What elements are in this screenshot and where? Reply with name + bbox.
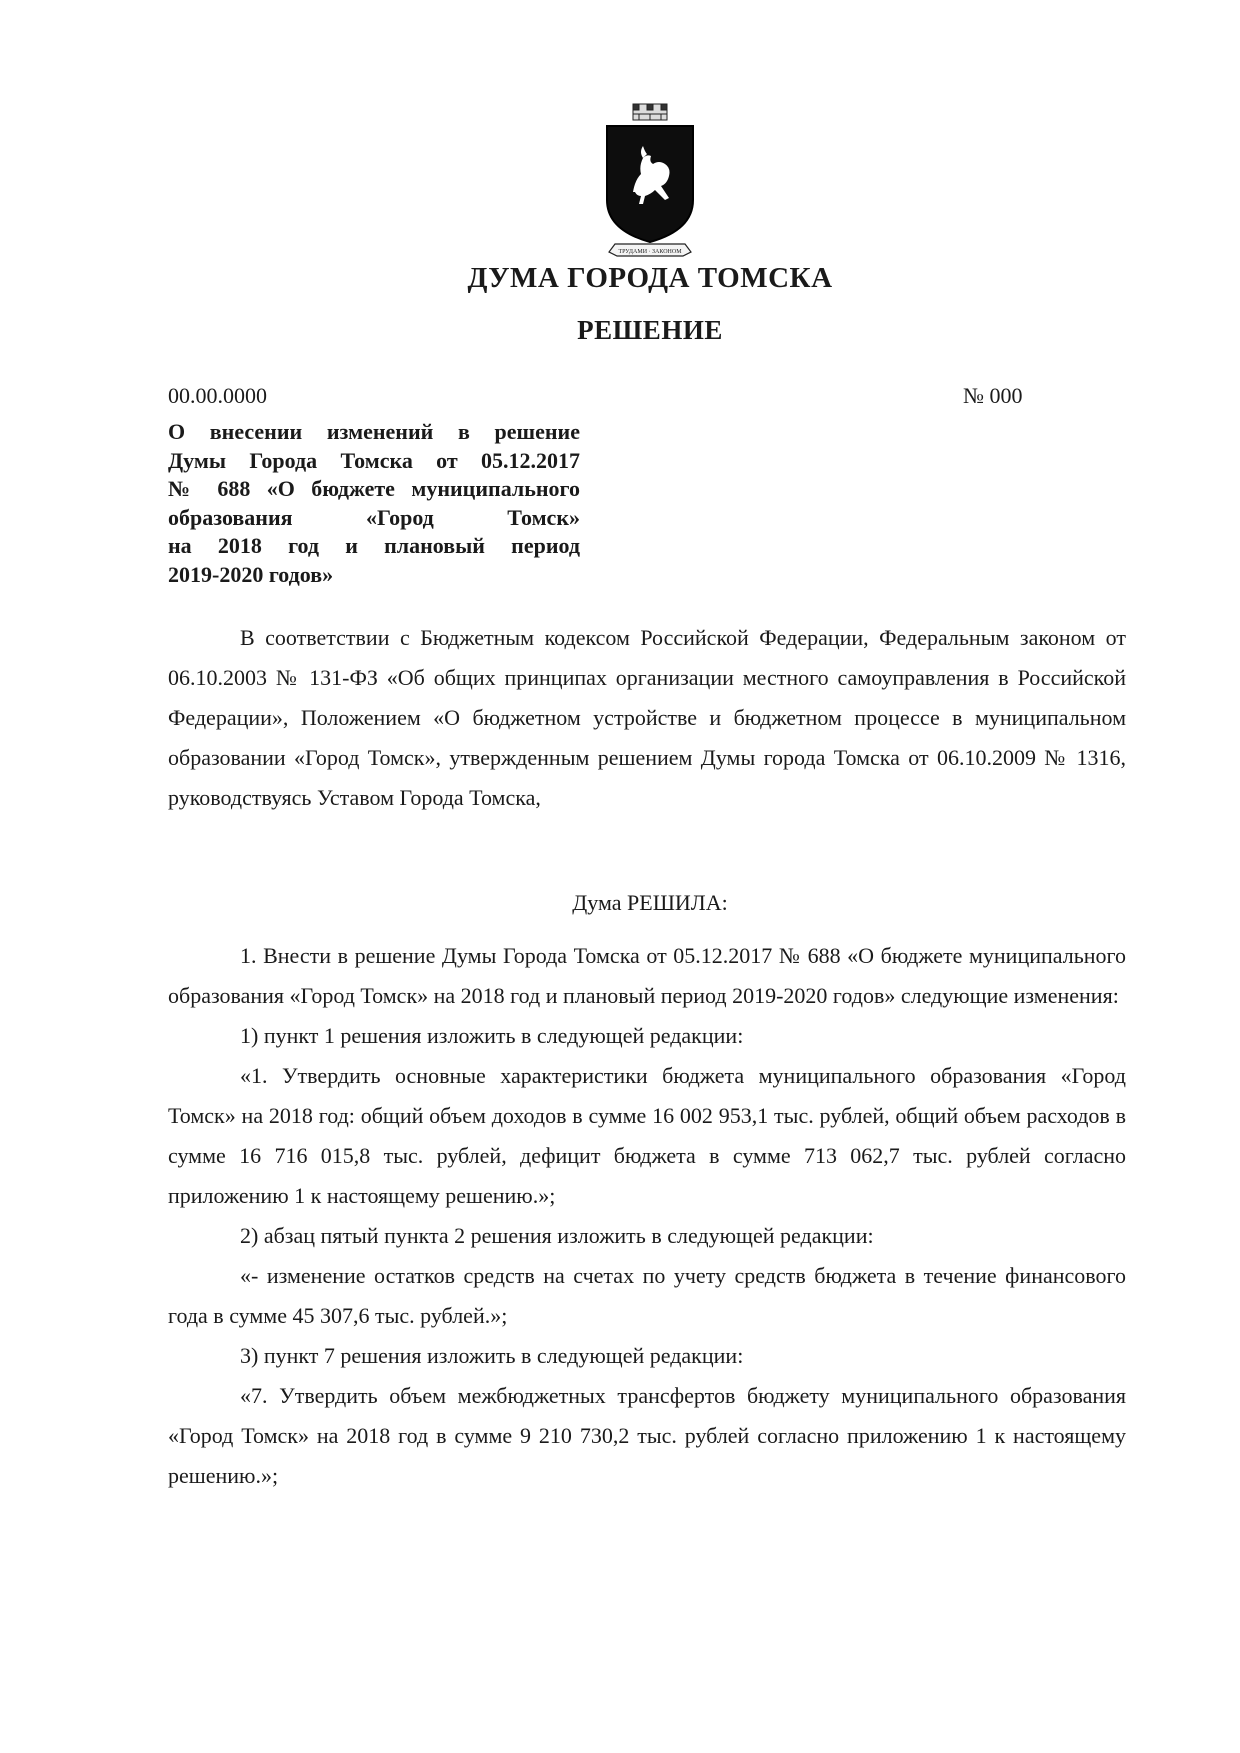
subject-line: 2019-2020 годов» (168, 561, 334, 587)
item-paragraph: «7. Утвердить объем межбюджетных трансфертов бюджету муниципального образования «Город Томск» на 2018 год в сумме 9 210 730,2 тыс. рублей согласно приложению 1 к настоящему решению.»; (168, 1383, 1126, 1488)
subject-line: на 2018 год и плановый период (168, 533, 580, 558)
document-date: 00.00.0000 (168, 383, 267, 408)
coat-of-arms-icon (595, 100, 705, 270)
org-title: ДУМА ГОРОДА ТОМСКА (467, 262, 833, 294)
subject-line: № 688 «О бюджете муниципального (168, 476, 580, 501)
item-paragraph: 1. Внести в решение Думы Города Томска от 05.12.2017 № 688 «О бюджете муниципального образования «Город Томск» на 2018 год и плановый период 2019-2020 годов» следующие изменения: (168, 943, 1126, 1008)
decision-heading: Дума РЕШИЛА: (572, 890, 728, 915)
item-paragraph: 3) пункт 7 решения изложить в следующей редакции: (240, 1343, 744, 1368)
preamble-block (168, 618, 1126, 818)
document-subject (168, 418, 580, 589)
item-paragraph: 1) пункт 1 решения изложить в следующей редакции: (240, 1023, 744, 1048)
subject-line: образования «Город Томск» (168, 504, 580, 530)
item-paragraph: 2) абзац пятый пункта 2 решения изложить в следующей редакции: (240, 1223, 874, 1248)
subject-line: О внесении изменений в решение (168, 419, 580, 444)
doc-type-heading: РЕШЕНИЕ (577, 315, 723, 345)
item-paragraph: «1. Утвердить основные характеристики бюджета муниципального образования «Город Томск» на 2018 год: общий объем доходов в сумме 16 002 953,1 тыс. рублей, общий объем расходов в сумме 16 716 015,8 тыс. рублей, дефицит бюджета в сумме 713 062,7 тыс. рублей согласно приложению 1 к настоящему решению.»; (168, 1063, 1126, 1208)
emblem-motto: ТРУДАМИ · ЗАКОНОМ (618, 249, 682, 255)
subject-line: Думы Города Томска от 05.12.2017 (168, 447, 580, 473)
preamble-paragraph: В соответствии с Бюджетным кодексом Российской Федерации, Федеральным законом от 06.10.2003 № 131-ФЗ «Об общих принципах организации местного самоуправления в Российской Федерации», Положением «О бюджетном устройстве и бюджетном процессе в муниципальном образовании «Город Томск», утвержденным решением Думы города Томска от 06.10.2009 № 1316, руководствуясь Уставом Города Томска, (168, 625, 1126, 810)
document-number: № 000 (963, 383, 1023, 408)
decision-items (168, 936, 1126, 1496)
item-paragraph: «- изменение остатков средств на счетах по учету средств бюджета в течение финансового года в сумме 45 307,6 тыс. рублей.»; (168, 1263, 1126, 1328)
